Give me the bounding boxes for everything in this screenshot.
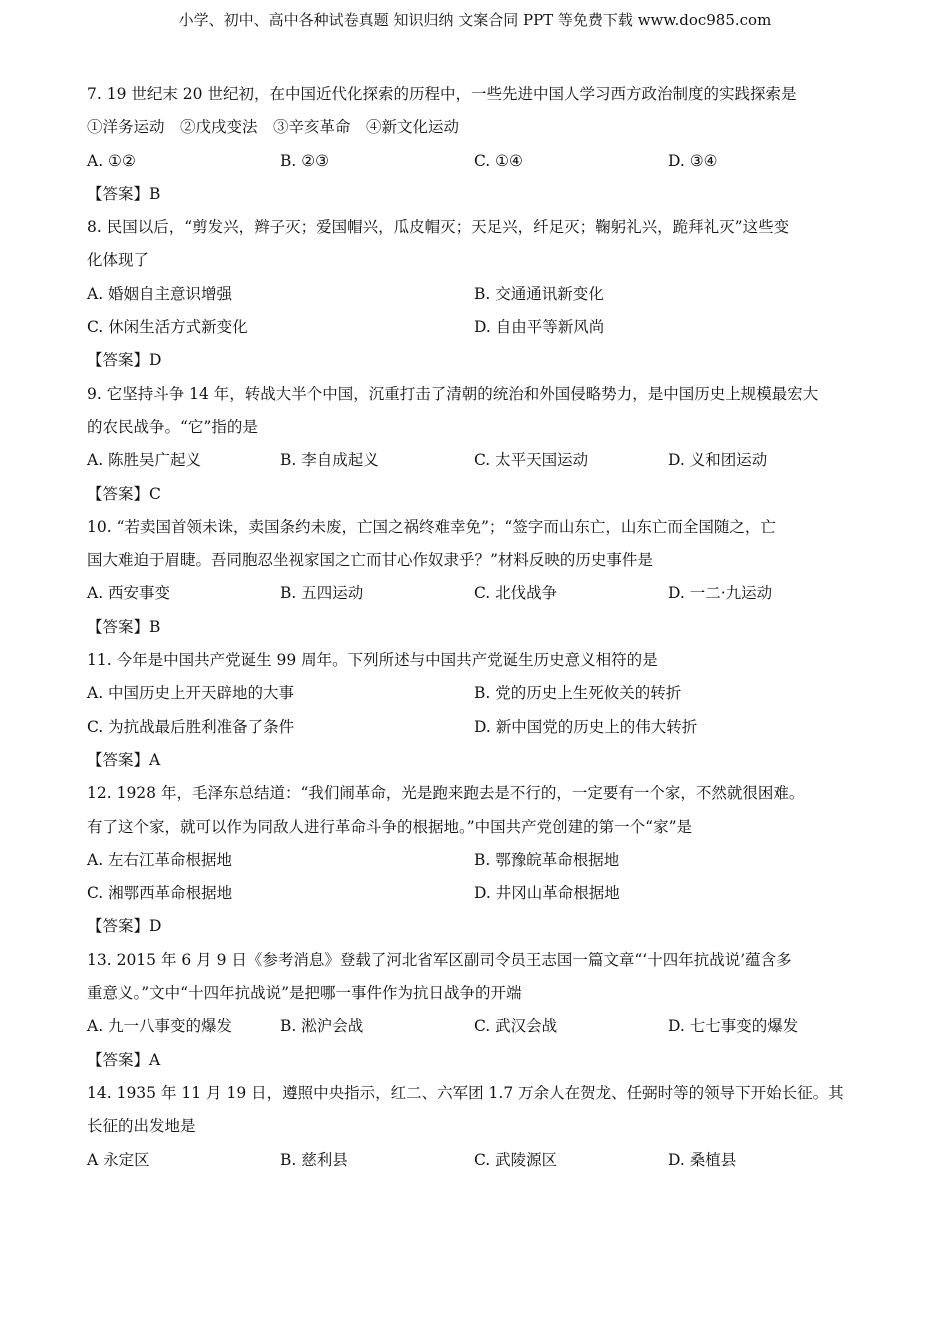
answer: 【答案】D [87, 917, 162, 936]
question-9 [87, 378, 872, 511]
question-stem: 11. 今年是中国共产党诞生 99 周年。下列所述与中国共产党诞生历史意义相符的是 [87, 651, 658, 670]
question-8 [87, 211, 872, 377]
options-row [87, 278, 872, 311]
option-b: B. 李自成起义 [280, 451, 379, 470]
question-stem: 有了这个家，就可以作为同敌人进行革命斗争的根据地。”中国共产党创建的第一个“家”是 [87, 817, 693, 836]
question-stem: 长征的出发地是 [87, 1117, 196, 1136]
option-a: A 永定区 [87, 1150, 150, 1169]
question-stem: 13. 2015 年 6 月 9 日《参考消息》登载了河北省军区副司令员王志国一篇文章“‘十四年抗战说’蕴含多 [87, 950, 792, 969]
option-b: B. 五四运动 [280, 584, 364, 603]
answer: 【答案】A [87, 1050, 161, 1069]
question-stem: 的农民战争。“它”指的是 [87, 417, 258, 436]
options-row [87, 311, 872, 344]
option-a: A. 中国历史上开天辟地的大事 [87, 684, 295, 703]
option-b: B. 鄂豫皖革命根据地 [474, 850, 620, 869]
option-d: D. 七七事变的爆发 [668, 1017, 799, 1036]
option-c: C. 休闲生活方式新变化 [87, 318, 248, 337]
question-stem: ①洋务运动 ②戊戌变法 ③辛亥革命 ④新文化运动 [87, 118, 460, 137]
answer: 【答案】B [87, 184, 161, 203]
answer: 【答案】C [87, 484, 161, 503]
option-b: B. 淞沪会战 [280, 1017, 364, 1036]
option-c: C. 武陵源区 [474, 1150, 558, 1169]
options-row [87, 444, 872, 477]
question-stem: 10. “若卖国首领未诛，卖国条约未废，亡国之祸终难幸免”；“签字而山东亡，山东亡而全国随之，亡 [87, 517, 776, 536]
option-d: D. 新中国党的历史上的伟大转折 [474, 717, 698, 736]
page-header: 小学、初中、高中各种试卷真题 知识归纳 文案合同 PPT 等免费下载 www.doc985.com [178, 11, 772, 29]
question-7 [87, 78, 872, 211]
option-d: D. ③④ [668, 151, 718, 170]
answer: 【答案】D [87, 351, 162, 370]
options-row [87, 677, 872, 710]
question-stem: 9. 它坚持斗争 14 年，转战大半个中国，沉重打击了清朝的统治和外国侵略势力，是中国历史上规模最宏大 [87, 384, 819, 403]
options-row [87, 844, 872, 877]
options-row [87, 145, 872, 178]
question-stem: 14. 1935 年 11 月 19 日，遵照中央指示，红二、六军团 1.7 万余人在贺龙、任弼时等的领导下开始长征。其 [87, 1083, 844, 1102]
options-row [87, 711, 872, 744]
option-a: A. 陈胜吴广起义 [87, 451, 202, 470]
option-c: C. 武汉会战 [474, 1017, 558, 1036]
question-list [87, 78, 872, 1177]
question-stem: 化体现了 [87, 251, 150, 270]
question-12 [87, 777, 872, 943]
question-stem: 12. 1928 年，毛泽东总结道：“我们闹革命，光是跑来跑去是不行的，一定要有一个家，不然就很困难。 [87, 784, 805, 803]
option-b: B. 慈利县 [280, 1150, 348, 1169]
option-b: B. ②③ [280, 151, 330, 170]
answer: 【答案】B [87, 617, 161, 636]
option-a: A. 婚姻自主意识增强 [87, 284, 233, 303]
option-d: D. 桑植县 [668, 1150, 737, 1169]
answer: 【答案】A [87, 750, 161, 769]
option-a: A. 西安事变 [87, 584, 171, 603]
option-b: B. 交通通讯新变化 [474, 284, 604, 303]
option-d: D. 义和团运动 [668, 451, 768, 470]
option-d: D. 井冈山革命根据地 [474, 884, 620, 903]
option-c: C. 太平天国运动 [474, 451, 589, 470]
option-a: A. ①② [87, 151, 136, 170]
option-c: C. 北伐战争 [474, 584, 558, 603]
option-d: D. 一二·九运动 [668, 584, 773, 603]
option-c: C. 湘鄂西革命根据地 [87, 884, 233, 903]
option-b: B. 党的历史上生死攸关的转折 [474, 684, 682, 703]
options-row [87, 577, 872, 610]
options-row [87, 877, 872, 910]
question-13 [87, 944, 872, 1077]
question-14 [87, 1077, 872, 1177]
question-stem: 8. 民国以后，“剪发兴，辫子灭；爱国帽兴，瓜皮帽灭；天足兴，纤足灭；鞠躬礼兴，跪拜礼灭”这些变 [87, 218, 790, 237]
question-10 [87, 511, 872, 644]
option-d: D. 自由平等新风尚 [474, 318, 605, 337]
options-row [87, 1144, 872, 1177]
option-a: A. 九一八事变的爆发 [87, 1017, 233, 1036]
option-c: C. ①④ [474, 151, 523, 170]
option-c: C. 为抗战最后胜利准备了条件 [87, 717, 295, 736]
question-11 [87, 644, 872, 777]
question-stem: 重意义。”文中“十四年抗战说”是把哪一事件作为抗日战争的开端 [87, 984, 522, 1003]
question-stem: 国大难迫于眉睫。吾同胞忍坐视家国之亡而甘心作奴隶乎？”材料反映的历史事件是 [87, 551, 653, 570]
option-a: A. 左右江革命根据地 [87, 850, 233, 869]
question-stem: 7. 19 世纪末 20 世纪初，在中国近代化探索的历程中，一些先进中国人学习西方政治制度的实践探索是 [87, 85, 797, 103]
options-row [87, 1010, 872, 1043]
